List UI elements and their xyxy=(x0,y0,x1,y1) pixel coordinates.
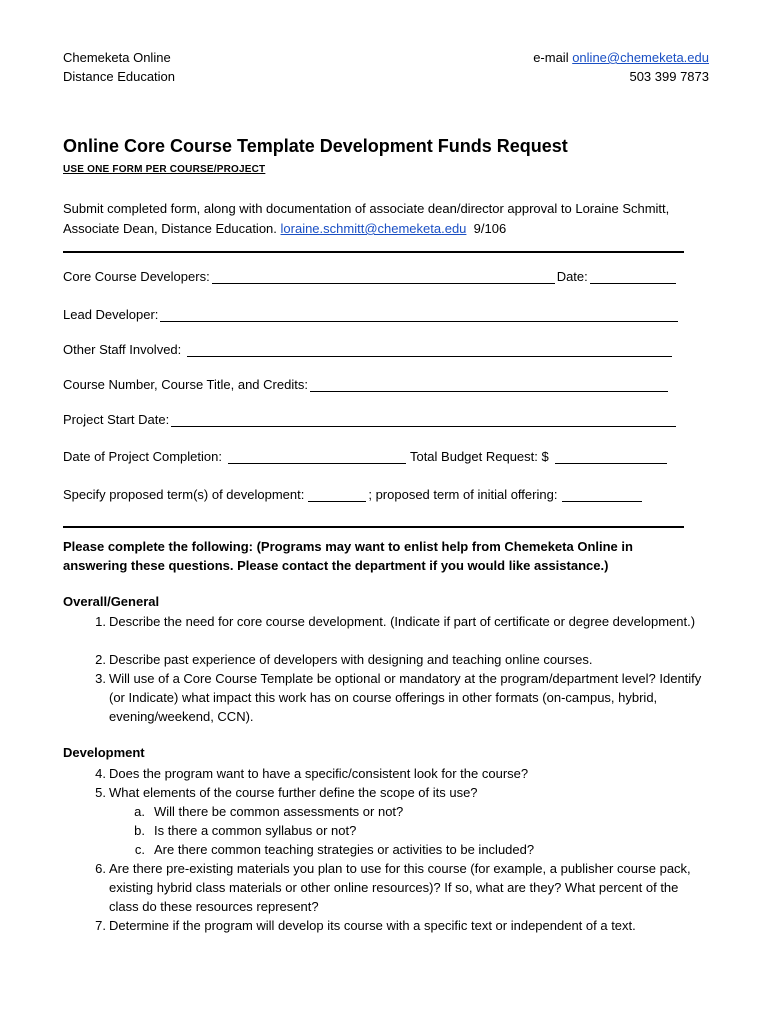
item-number: 7. xyxy=(95,918,106,933)
subitem-letter: a. xyxy=(134,804,145,819)
contact-email-link[interactable]: online@chemeketa.edu xyxy=(572,50,709,65)
section-heading-development: Development xyxy=(63,745,145,760)
intro-text: Submit completed form, along with documentation of associate dean/director approval to Loraine Schmitt, Associate Dean, Distance Education. xyxy=(63,201,670,236)
item-text: Does the program want to have a specific/consistent look for the course? xyxy=(109,766,529,781)
item-number: 2. xyxy=(95,652,106,667)
proposed-terms-input[interactable] xyxy=(308,488,366,502)
item-number: 6. xyxy=(95,861,106,876)
item-text: What elements of the course further define the scope of its use? xyxy=(109,785,478,800)
list-item xyxy=(86,650,706,669)
list-subitem xyxy=(131,821,691,840)
section-heading-overall: Overall/General xyxy=(63,594,160,609)
subitem-text: Are there common teaching strategies or activities to be included? xyxy=(154,842,535,857)
item-number: 4. xyxy=(95,766,106,781)
intro-code: 9/106 xyxy=(466,221,507,236)
total-budget-input[interactable] xyxy=(555,450,667,464)
proposed-terms-label: Specify proposed term(s) of development: xyxy=(63,487,305,502)
item-number: 1. xyxy=(95,614,106,629)
field-other-staff xyxy=(63,339,674,357)
item-text: Will use of a Core Course Template be optional or mandatory at the program/department level? Identify (or Indicate) what impact this work has on course offerings in other formats (on-campus, hybrid, evening/weekend, CCN). xyxy=(109,671,702,724)
org-name: Chemeketa Online xyxy=(63,50,171,65)
subitem-letter: b. xyxy=(134,823,145,838)
email-label: e-mail xyxy=(533,50,573,65)
list-item xyxy=(86,783,706,802)
form-subtitle: USE ONE FORM PER COURSE/PROJECT xyxy=(63,164,266,175)
list-subitem xyxy=(131,802,691,821)
intro-email-link[interactable]: loraine.schmitt@chemeketa.edu xyxy=(280,221,467,236)
contact-phone: 503 399 7873 xyxy=(629,69,709,84)
list-item xyxy=(86,669,706,726)
item-number: 3. xyxy=(95,671,106,686)
other-staff-input[interactable] xyxy=(187,343,672,357)
field-lead-developer xyxy=(63,304,680,322)
total-budget-label: Total Budget Request: $ xyxy=(409,449,549,464)
item-number: 5. xyxy=(95,785,106,800)
completion-date-input[interactable] xyxy=(228,450,406,464)
org-department: Distance Education xyxy=(63,69,176,84)
initial-offering-label: ; proposed term of initial offering: xyxy=(368,487,558,502)
field-course-info xyxy=(63,374,670,392)
list-item xyxy=(86,916,706,935)
date-label: Date: xyxy=(556,269,588,284)
core-developers-label: Core Course Developers: xyxy=(63,269,210,284)
field-proposed-terms xyxy=(63,484,644,502)
list-subitem xyxy=(131,840,691,859)
date-input[interactable] xyxy=(590,270,676,284)
field-completion-budget xyxy=(63,446,669,464)
field-core-developers xyxy=(63,266,678,284)
contact-email-line xyxy=(533,48,709,67)
divider-middle xyxy=(63,526,684,528)
subitem-letter: c. xyxy=(134,842,145,857)
initial-offering-input[interactable] xyxy=(562,488,642,502)
list-item xyxy=(86,612,706,631)
lead-developer-label: Lead Developer: xyxy=(63,307,159,322)
course-info-label: Course Number, Course Title, and Credits: xyxy=(63,377,308,392)
completion-date-label: Date of Project Completion: xyxy=(63,449,222,464)
header-contact xyxy=(533,48,709,86)
other-staff-label: Other Staff Involved: xyxy=(63,342,182,357)
form-title: Online Core Course Template Development Funds Request xyxy=(63,136,568,156)
field-start-date xyxy=(63,409,678,427)
item-text: Describe past experience of developers with designing and teaching online courses. xyxy=(109,652,593,667)
lead-developer-input[interactable] xyxy=(160,308,678,322)
list-item xyxy=(86,859,706,916)
instructions-text: Please complete the following: (Programs may want to enlist help from Chemeketa Online in answering these questions. Please contact the department if you would like assistance.) xyxy=(63,539,633,573)
header-organization xyxy=(63,48,175,86)
core-developers-input[interactable] xyxy=(212,270,555,284)
subitem-text: Will there be common assessments or not? xyxy=(154,804,404,819)
item-text: Determine if the program will develop its course with a specific text or independent of a text. xyxy=(109,918,636,933)
intro-paragraph xyxy=(63,199,693,239)
item-text: Describe the need for core course development. (Indicate if part of certificate or degree development.) xyxy=(109,614,696,629)
start-date-input[interactable] xyxy=(171,413,676,427)
start-date-label: Project Start Date: xyxy=(63,412,170,427)
divider-top xyxy=(63,251,684,253)
course-info-input[interactable] xyxy=(310,378,668,392)
item-text: Are there pre-existing materials you plan to use for this course (for example, a publisher course pack, existing hybrid class materials or other online resources)? If so, what are they? What percent of the class do these resources represent? xyxy=(109,861,691,914)
subitem-text: Is there a common syllabus or not? xyxy=(154,823,357,838)
list-item xyxy=(86,764,706,783)
